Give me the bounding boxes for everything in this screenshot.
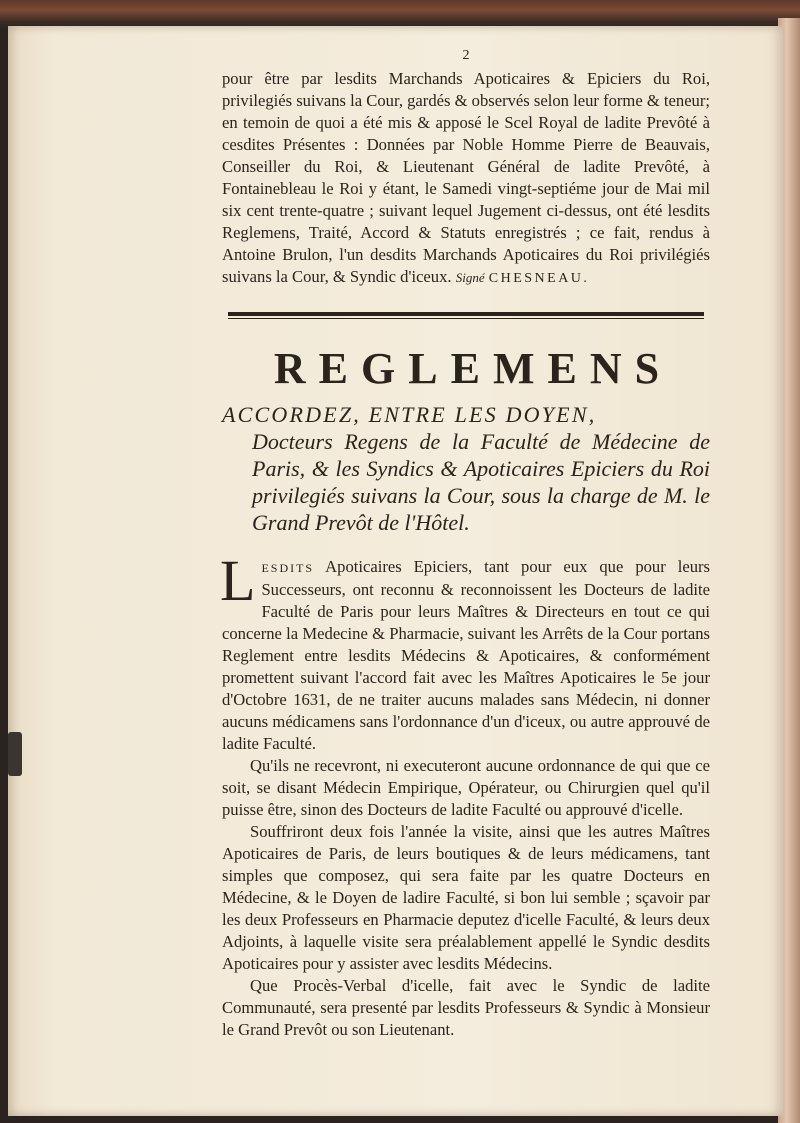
drop-cap: L xyxy=(220,548,256,613)
body-paragraph-2: Qu'ils ne recevront, ni executeront aucune ordonnance de qui que ce soit, se disant Médecin Empirique, Opérateur, ou Chirurgien quel qu'il puisse être, sinon des Docteurs de ladite Faculté ou approuvé d'icelle. xyxy=(222,756,710,819)
body-text xyxy=(220,548,710,1041)
page-content xyxy=(222,48,710,1041)
subtitle-continuation: Docteurs Regens de la Faculté de Médecine de Paris, & les Syndics & Apoticaires Epiciers du Roi privilegiés suivans la Cour, sous la charge de M. le Grand Prevôt de l'Hôtel. xyxy=(252,429,710,535)
top-paragraph xyxy=(222,68,710,290)
binding-mark xyxy=(8,732,22,776)
signature-name: CHESNEAU. xyxy=(488,271,590,286)
section-heading: REGLEMENS xyxy=(273,344,673,393)
subtitle-first-line: ACCORDEZ, ENTRE LES DOYEN, xyxy=(222,402,597,427)
body-paragraph-1-text: Apoticaires Epiciers, tant pour eux que pour leurs Successeurs, ont reconnu & reconnoissent les Docteurs de ladite Faculté de Paris pour leurs Maîtres & Directeurs en tout ce qui concerne la Medecine & Pharmacie, suivant les Arrêts de la Cour portans Reglement entre lesdits Médecins & Apoticaires, & conformément promettent suivant l'accord fait avec les Maîtres Apoticaires le 5e jour d'Octobre 1631, de ne traiter aucuns malades sans Médecin, ni donner aucuns médicamens sans l'ordonnance d'un d'iceux, ou autre approuvé de ladite Faculté. xyxy=(222,557,710,753)
divider-thin-rule xyxy=(228,318,704,319)
divider-thick-rule xyxy=(228,312,704,316)
top-paragraph-text: pour être par lesdits Marchands Apoticaires & Epiciers du Roi, privilegiés suivans la Cour, gardés & observés selon leur forme & teneur; en temoin de quoi a été mis & apposé le Scel Royal de ladite Prevôté à cesdites Présentes : Données par Noble Homme Pierre de Beauvais, Conseiller du Roi, & Lieutenant Général de ladite Prevôté, à Fontainebleau le Roi y étant, le Samedi vingt-septiéme jour de Mai mil six cent trente-quatre ; suivant lequel Jugement ci-dessus, ont été lesdits Reglemens, Traité, Accord & Statuts enregistrés ; ce fait, rendus à Antoine Brulon, l'un desdits Marchands Apoticaires du Roi privilégiés suivans la Cour, & Syndic d'iceux. xyxy=(222,69,710,286)
first-word: ESDITS xyxy=(261,561,315,575)
body-paragraph-1 xyxy=(220,548,710,755)
signature-label: Signé xyxy=(455,270,485,285)
body-paragraph-4: Que Procès-Verbal d'icelle, fait avec le Syndic de ladite Communauté, sera presenté par lesdits Professeurs & Syndic à Monsieur le Grand Prevôt ou son Lieutenant. xyxy=(222,976,710,1039)
section-divider xyxy=(222,312,710,319)
section-subtitle xyxy=(222,401,710,536)
body-paragraph-3: Souffriront deux fois l'année la visite, ainsi que les autres Maîtres Apoticaires de Paris, de leurs boutiques & de leurs médicamens, tant simples que composez, qui sera faite par les quatre Docteurs en Médecine, & le Doyen de ladire Faculté, si bon lui semble ; sçavoir par les deux Professeurs en Pharmacie deputez d'icelle Faculté, & leurs deux Adjoints, à laquelle visite sera préalablement appellé le Syndic desdits Apoticaires pour y assister avec lesdits Médecins. xyxy=(222,822,710,973)
page-number: 2 xyxy=(462,48,470,63)
